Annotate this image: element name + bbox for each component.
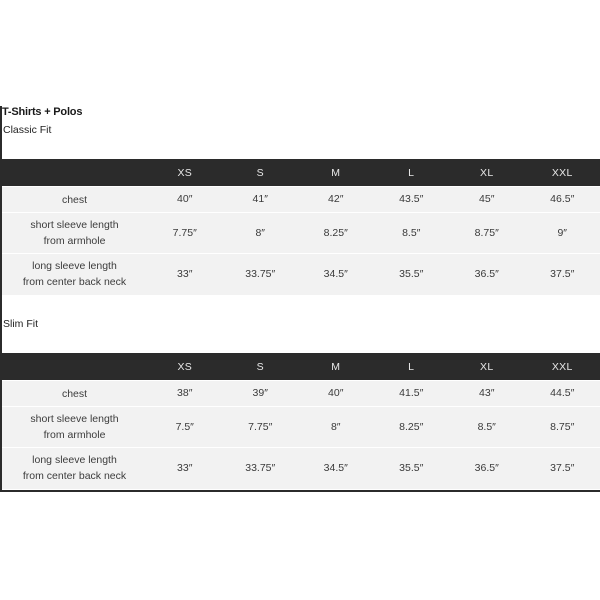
table-cell: 8″ [255, 226, 266, 239]
header-corner-cell [2, 159, 147, 187]
table-cell: 34.5″ [323, 461, 348, 474]
table-cell: 35.5″ [399, 267, 424, 280]
row-label-line: from center back neck [22, 276, 127, 289]
table-cell: 40″ [328, 387, 344, 399]
table-row-chest [2, 381, 600, 407]
header-size-s: S [256, 166, 264, 179]
table-cell: 43″ [479, 387, 495, 399]
table-cell: 46.5″ [550, 193, 575, 205]
row-label-long-sleeve [2, 448, 147, 489]
table-cell: 33″ [177, 267, 193, 280]
table-row-long-sleeve [2, 254, 600, 295]
table-cell: 44.5″ [550, 387, 575, 399]
table-cell: 8.25″ [399, 420, 424, 433]
table-cell: 39″ [252, 387, 268, 399]
table-cell: 40″ [177, 193, 193, 205]
size-table-classic-fit [2, 159, 600, 295]
table-cell: 37.5″ [550, 267, 575, 280]
table-cell: 9″ [557, 226, 568, 239]
row-label-chest: chest [61, 387, 88, 400]
row-label-line: from center back neck [22, 470, 127, 483]
header-size-l: L [408, 360, 415, 373]
section-title-slim-fit: Slim Fit [3, 318, 38, 330]
table-cell: 8.5″ [477, 420, 496, 433]
table-cell: 37.5″ [550, 461, 575, 474]
row-label-line: from armhole [43, 429, 106, 441]
header-size-s: S [256, 360, 264, 373]
table-row-chest [2, 187, 600, 213]
table-cell: 42″ [328, 193, 344, 205]
table-cell: 35.5″ [399, 461, 424, 474]
table-cell: 34.5″ [323, 267, 348, 280]
header-size-xl: XL [480, 360, 494, 373]
table-cell: 7.75″ [172, 226, 197, 239]
table-cell: 41.5″ [399, 387, 424, 399]
table-row-short-sleeve [2, 213, 600, 254]
table-cell: 7.75″ [248, 420, 273, 433]
row-label-line: long sleeve length [32, 454, 117, 467]
table-cell: 41″ [252, 193, 268, 205]
row-label-line: long sleeve length [32, 260, 117, 273]
table-cell: 45″ [479, 193, 495, 205]
chart-bottom-border [0, 490, 600, 492]
header-size-xl: XL [480, 166, 494, 179]
row-label-line: short sleeve length [30, 219, 119, 231]
row-label-short-sleeve [2, 407, 147, 448]
table-cell: 8.25″ [323, 226, 348, 239]
header-size-xxl: XXL [551, 166, 573, 179]
table-row-long-sleeve [2, 448, 600, 489]
row-label-line: from armhole [43, 235, 106, 247]
section-title-classic-fit: Classic Fit [3, 124, 52, 136]
table-header-row [2, 159, 600, 187]
table-row-short-sleeve [2, 407, 600, 448]
header-corner-cell [2, 353, 147, 381]
row-label-long-sleeve [2, 254, 147, 295]
size-table-slim-fit [2, 353, 600, 489]
header-size-l: L [408, 166, 415, 179]
table-cell: 8″ [330, 420, 341, 433]
table-cell: 8.75″ [474, 226, 499, 239]
table-cell: 38″ [177, 387, 193, 399]
table-cell: 33″ [177, 461, 193, 474]
row-label-chest: chest [61, 193, 88, 206]
table-cell: 43.5″ [399, 193, 424, 205]
header-size-m: M [331, 166, 341, 179]
table-cell: 36.5″ [474, 461, 499, 474]
row-label-short-sleeve [2, 213, 147, 254]
table-cell: 36.5″ [474, 267, 499, 280]
page-title: T-Shirts + Polos [2, 106, 83, 118]
table-header-row [2, 353, 600, 381]
header-size-xs: XS [177, 166, 193, 179]
header-size-m: M [331, 360, 341, 373]
header-size-xs: XS [177, 360, 193, 373]
table-cell: 7.5″ [175, 420, 194, 433]
header-size-xxl: XXL [551, 360, 573, 373]
table-cell: 8.75″ [550, 420, 575, 433]
row-label-line: short sleeve length [30, 413, 119, 425]
table-cell: 33.75″ [245, 461, 276, 474]
table-cell: 8.5″ [402, 226, 421, 239]
table-cell: 33.75″ [245, 267, 276, 280]
